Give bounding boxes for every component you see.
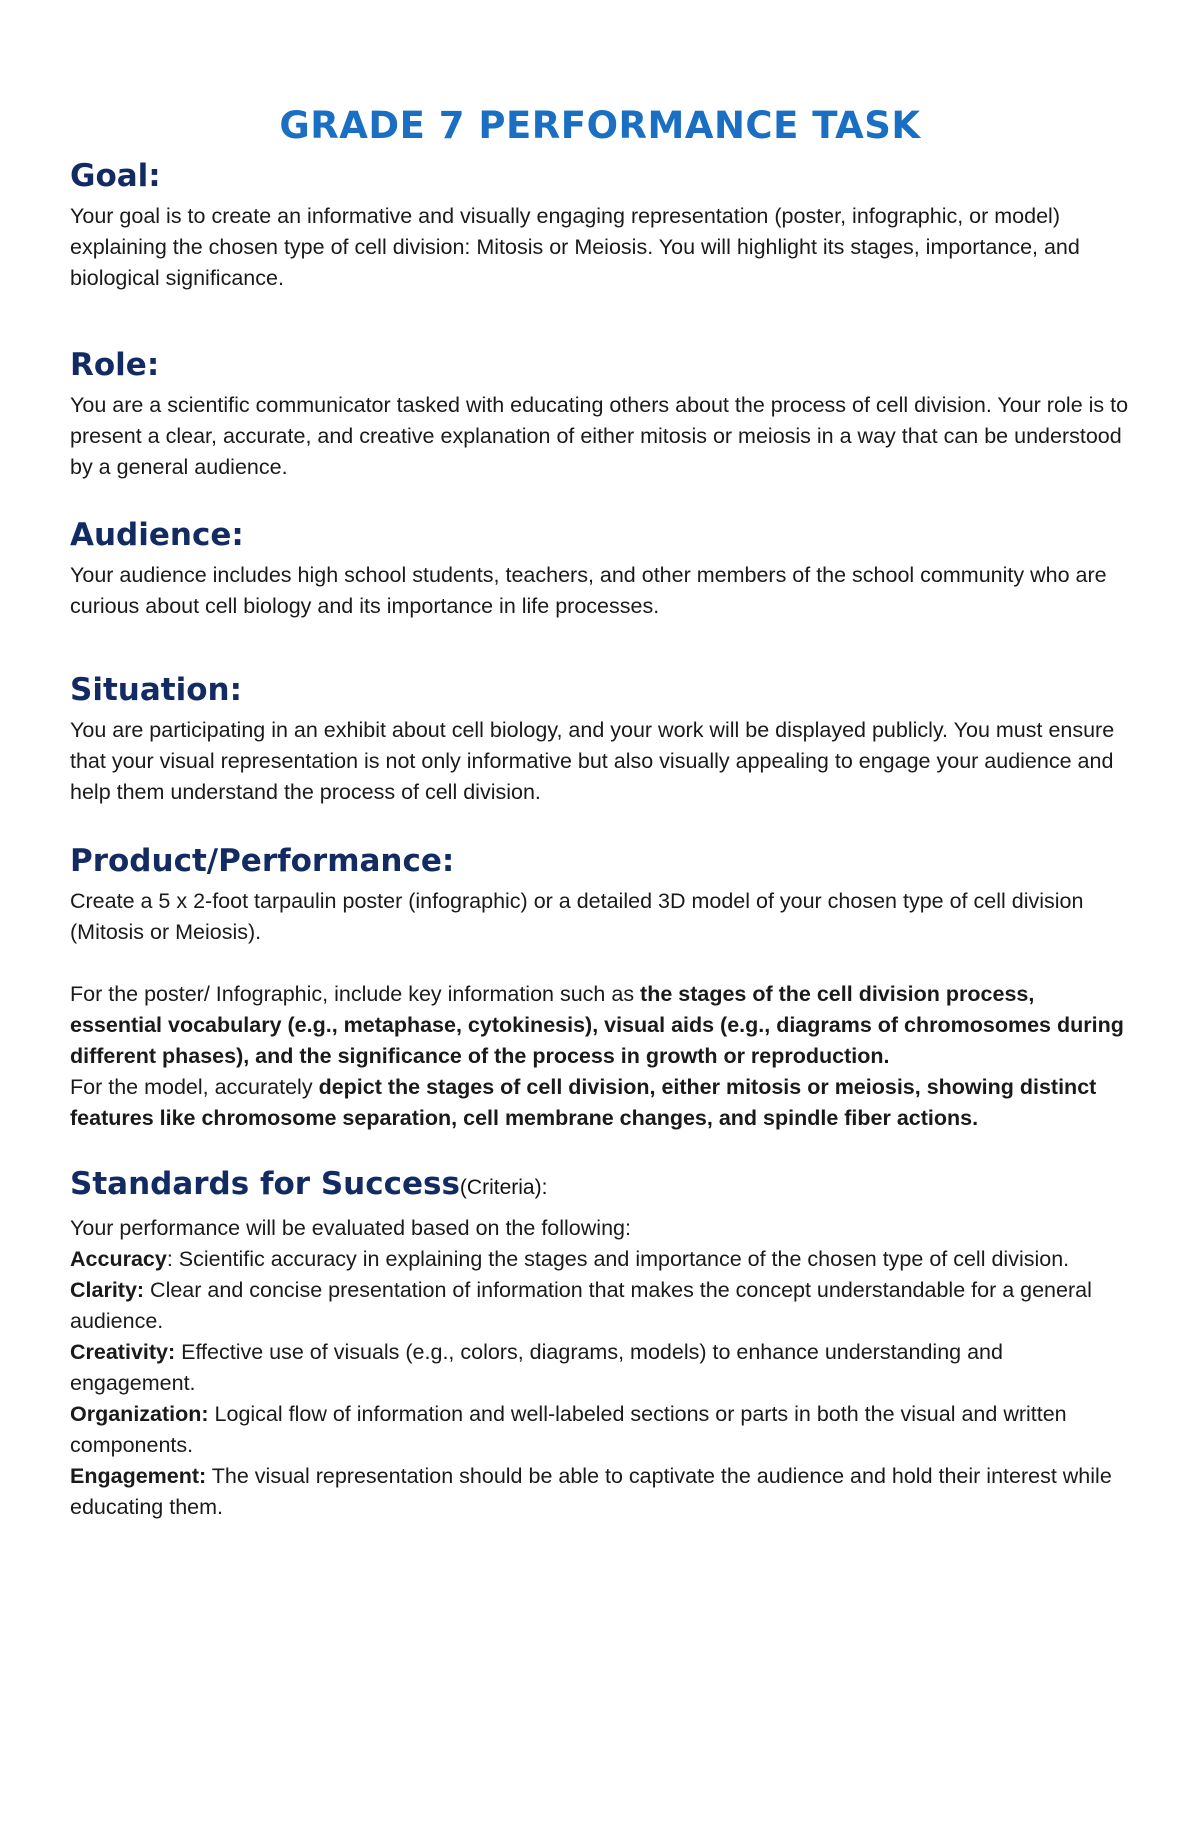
criterion-organization [70, 1399, 1130, 1461]
product-heading: Product/Performance: [70, 843, 455, 879]
poster-bold: the stages of the cell division process, essential vocabulary (e.g., metaphase, cytokinesis), visual aids (e.g., diagrams of chromosomes during different phases), and the significance of the process in growth or reproduction. [70, 982, 1124, 1068]
criteria-label: (Criteria): [459, 1176, 548, 1199]
situation-heading: Situation: [70, 672, 242, 708]
criterion-text: The visual representation should be able to captivate the audience and hold their interest while educating them. [70, 1464, 1112, 1519]
criterion-accuracy [70, 1244, 1130, 1275]
standards-heading-text: Standards for Success [70, 1166, 460, 1202]
criterion-label: Creativity: [70, 1340, 176, 1364]
situation-section [70, 669, 1130, 808]
criterion-label: Organization: [70, 1402, 209, 1426]
product-intro: Create a 5 x 2-foot tarpaulin poster (infographic) or a detailed 3D model of your chosen type of cell division (Mitosis or Meiosis). [70, 889, 1084, 944]
poster-lead: For the poster/ Infographic, include key information such as [70, 982, 641, 1006]
product-section [70, 840, 1130, 1134]
audience-text: Your audience includes high school students, teachers, and other members of the school community who are curious about cell biology and its importance in life processes. [70, 563, 1107, 618]
criterion-text: Logical flow of information and well-labeled sections or parts in both the visual and written components. [70, 1402, 1067, 1457]
criterion-engagement [70, 1461, 1130, 1523]
role-section [70, 344, 1130, 483]
criterion-clarity [70, 1275, 1130, 1337]
model-lead: For the model, accurately [70, 1075, 319, 1099]
criterion-text: : Scientific accuracy in explaining the stages and importance of the chosen type of cell division. [166, 1247, 1070, 1271]
role-heading: Role: [70, 347, 160, 383]
standards-section [70, 1163, 1130, 1523]
standards-intro: Your performance will be evaluated based on the following: [70, 1216, 631, 1240]
situation-text: You are participating in an exhibit about cell biology, and your work will be displayed publicly. You must ensure that your visual representation is not only informative but also visually appealing to engage your audience and help them understand the process of cell division. [70, 718, 1115, 804]
model-bold: depict the stages of cell division, either mitosis or meiosis, showing distinct features like chromosome separation, cell membrane changes, and spindle fiber actions. [70, 1075, 1097, 1130]
page-title: GRADE 7 PERFORMANCE TASK [279, 104, 921, 147]
goal-heading: Goal: [70, 158, 161, 194]
criterion-label: Engagement: [70, 1464, 207, 1488]
criterion-label: Accuracy [70, 1247, 167, 1271]
criterion-text: Clear and concise presentation of information that makes the concept understandable for a general audience. [70, 1278, 1092, 1333]
goal-section [70, 155, 1130, 294]
product-model-text [70, 1072, 1130, 1134]
standards-heading [70, 1163, 1130, 1209]
criterion-text: Effective use of visuals (e.g., colors, diagrams, models) to enhance understanding and engagement. [70, 1340, 1003, 1395]
criterion-label: Clarity: [70, 1278, 145, 1302]
audience-section [70, 514, 1130, 622]
goal-text: Your goal is to create an informative and visually engaging representation (poster, infographic, or model) explaining the chosen type of cell division: Mitosis or Meiosis. You will highlight its stages, importance, and biological significance. [70, 204, 1080, 290]
audience-heading: Audience: [70, 517, 244, 553]
criterion-creativity [70, 1337, 1130, 1399]
role-text: You are a scientific communicator tasked with educating others about the process of cell division. Your role is to present a clear, accurate, and creative explanation of either mitosis or meiosis in a way that can be understood by a general audience. [70, 393, 1129, 479]
product-poster-text [70, 979, 1130, 1072]
